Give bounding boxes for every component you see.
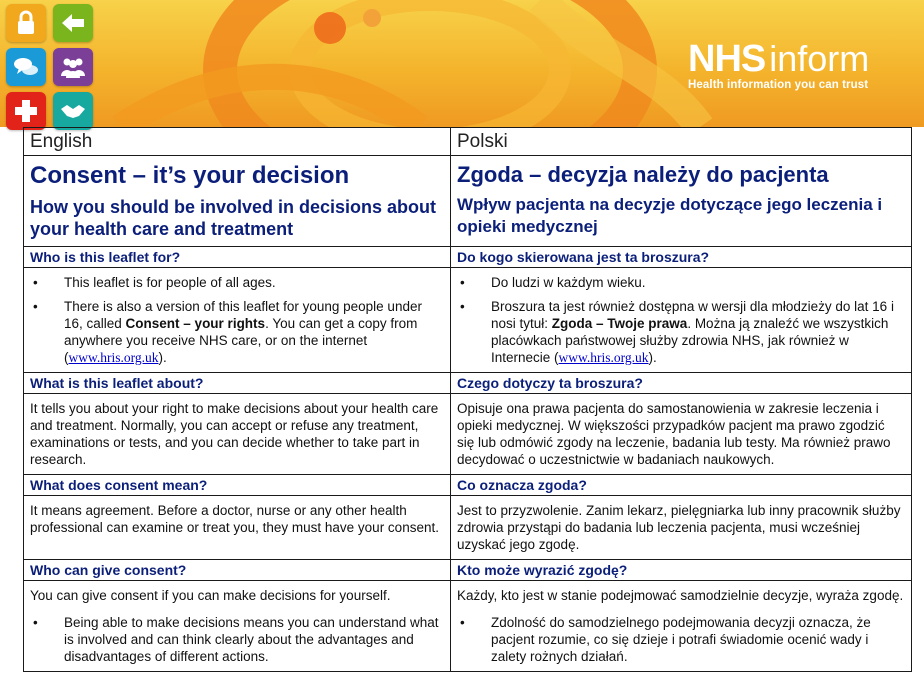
bilingual-table: [23, 127, 912, 672]
question-meaning-pl: Co oznacza zgoda?: [451, 475, 912, 496]
people-tile[interactable]: [53, 48, 93, 86]
padlock-icon: [11, 8, 41, 38]
header-banner: [0, 0, 924, 127]
page-title-pl: Zgoda – decyzja należy do pacjenta: [457, 162, 829, 187]
question-who-give-en: Who can give consent?: [24, 560, 451, 581]
question-who-for-en: Who is this leaflet for?: [24, 247, 451, 268]
language-label-pl: Polski: [451, 128, 912, 156]
padlock-tile[interactable]: [6, 4, 46, 42]
question-who-for-pl: Do kogo skierowana jest ta broszura?: [451, 247, 912, 268]
answer-about-en: It tells you about your right to make decisions about your health care and treatment. Normally, you can accept or refuse any treatment, examinations or tests, and you can decide whether to take part in research.: [24, 394, 451, 475]
hris-link-pl[interactable]: www.hris.org.uk: [558, 350, 649, 365]
page-subtitle-en: How you should be involved in decisions about your health care and treatment: [30, 197, 437, 239]
logo-inform: inform: [769, 38, 870, 79]
speech-tile[interactable]: [6, 48, 46, 86]
list-item: • This leaflet is for people of all ages.: [30, 274, 444, 291]
medical-cross-icon: [11, 96, 41, 126]
answer-about-pl: Opisuje ona prawa pacjenta do samostanowienia w zakresie leczenia i opieki medycznej. W większości przypadków pacjent ma prawo zgodzić się lub odmówić zgody na leczenie, badania lub testy. Ma również prawo decydować o uczestnictwie w badaniach naukowych.: [451, 394, 912, 475]
answer-meaning-pl: Jest to przyzwolenie. Zanim lekarz, pielęgniarka lub inny pracownik służby zdrowia przystąpi do badania lub leczenia pacjenta, musi wcześniej uzyskać jego zgodę.: [451, 496, 912, 560]
answer-meaning-en: It means agreement. Before a doctor, nurse or any other health professional can examine or treat you, they must have your consent.: [24, 496, 451, 560]
handshake-icon: [58, 96, 88, 126]
page-subtitle-pl: Wpływ pacjenta na decyzje dotyczące jego leczenia i opieki medycznej: [457, 195, 883, 236]
language-label-en: English: [24, 128, 451, 156]
people-group-icon: [58, 52, 88, 82]
question-about-en: What is this leaflet about?: [24, 373, 451, 394]
medical-tile[interactable]: [6, 92, 46, 130]
icon-tiles: [6, 4, 96, 132]
question-meaning-en: What does consent mean?: [24, 475, 451, 496]
hris-link-en[interactable]: www.hris.org.uk: [68, 350, 159, 365]
question-about-pl: Czego dotyczy ta broszura?: [451, 373, 912, 394]
answer-who-give-en: You can give consent if you can make decisions for yourself. • Being able to make decisions means you can understand what is involved and can think clearly about the advantages and disadvantages of different actions.: [24, 581, 451, 672]
logo-tagline: Health information you can trust: [688, 79, 869, 91]
page-title-en: Consent – it’s your decision: [30, 162, 350, 189]
list-item: • Broszura ta jest również dostępna w wersji dla młodzieży do lat 16 i nosi tytuł: Zgoda – Twoje prawa. Można ją znaleźć we wszystkich placówkach państwowej służby zdrowia NHS, jak również w Internecie (www.hris.org.uk).: [457, 298, 905, 366]
list-item: • Zdolność do samodzielnego podejmowania decyzji oznacza, że pacjent rozumie, co się dzieje i potrafi świadomie ocenić wady i zalety rożnych działań.: [457, 614, 905, 665]
back-tile[interactable]: [53, 4, 93, 42]
list-item: • Being able to make decisions means you can understand what is involved and can think clearly about the advantages and disadvantages of different actions.: [30, 614, 444, 665]
question-who-give-pl: Kto może wyrazić zgodę?: [451, 560, 912, 581]
title-cell-pl: [451, 156, 912, 247]
back-arrow-icon: [58, 8, 88, 38]
handshake-tile[interactable]: [53, 92, 93, 130]
logo-nhs: NHS: [688, 38, 766, 80]
list-item: • There is also a version of this leaflet for young people under 16, called Consent – your rights. You can get a copy from anywhere you receive NHS care, or on the internet (www.hris.org.uk).: [30, 298, 444, 366]
title-cell-en: [24, 156, 451, 247]
list-item: • Do ludzi w każdym wieku.: [457, 274, 905, 291]
answer-who-for-en: [24, 268, 451, 373]
answer-who-for-pl: [451, 268, 912, 373]
speech-bubbles-icon: [11, 52, 41, 82]
answer-who-give-pl: Każdy, kto jest w stanie podejmować samodzielnie decyzje, wyraża zgodę. • Zdolność do samodzielnego podejmowania decyzji oznacza, że pacjent rozumie, co się dzieje i potrafi świadomie ocenić wady i zalety rożnych działań.: [451, 581, 912, 672]
nhs-inform-logo: [688, 38, 869, 91]
